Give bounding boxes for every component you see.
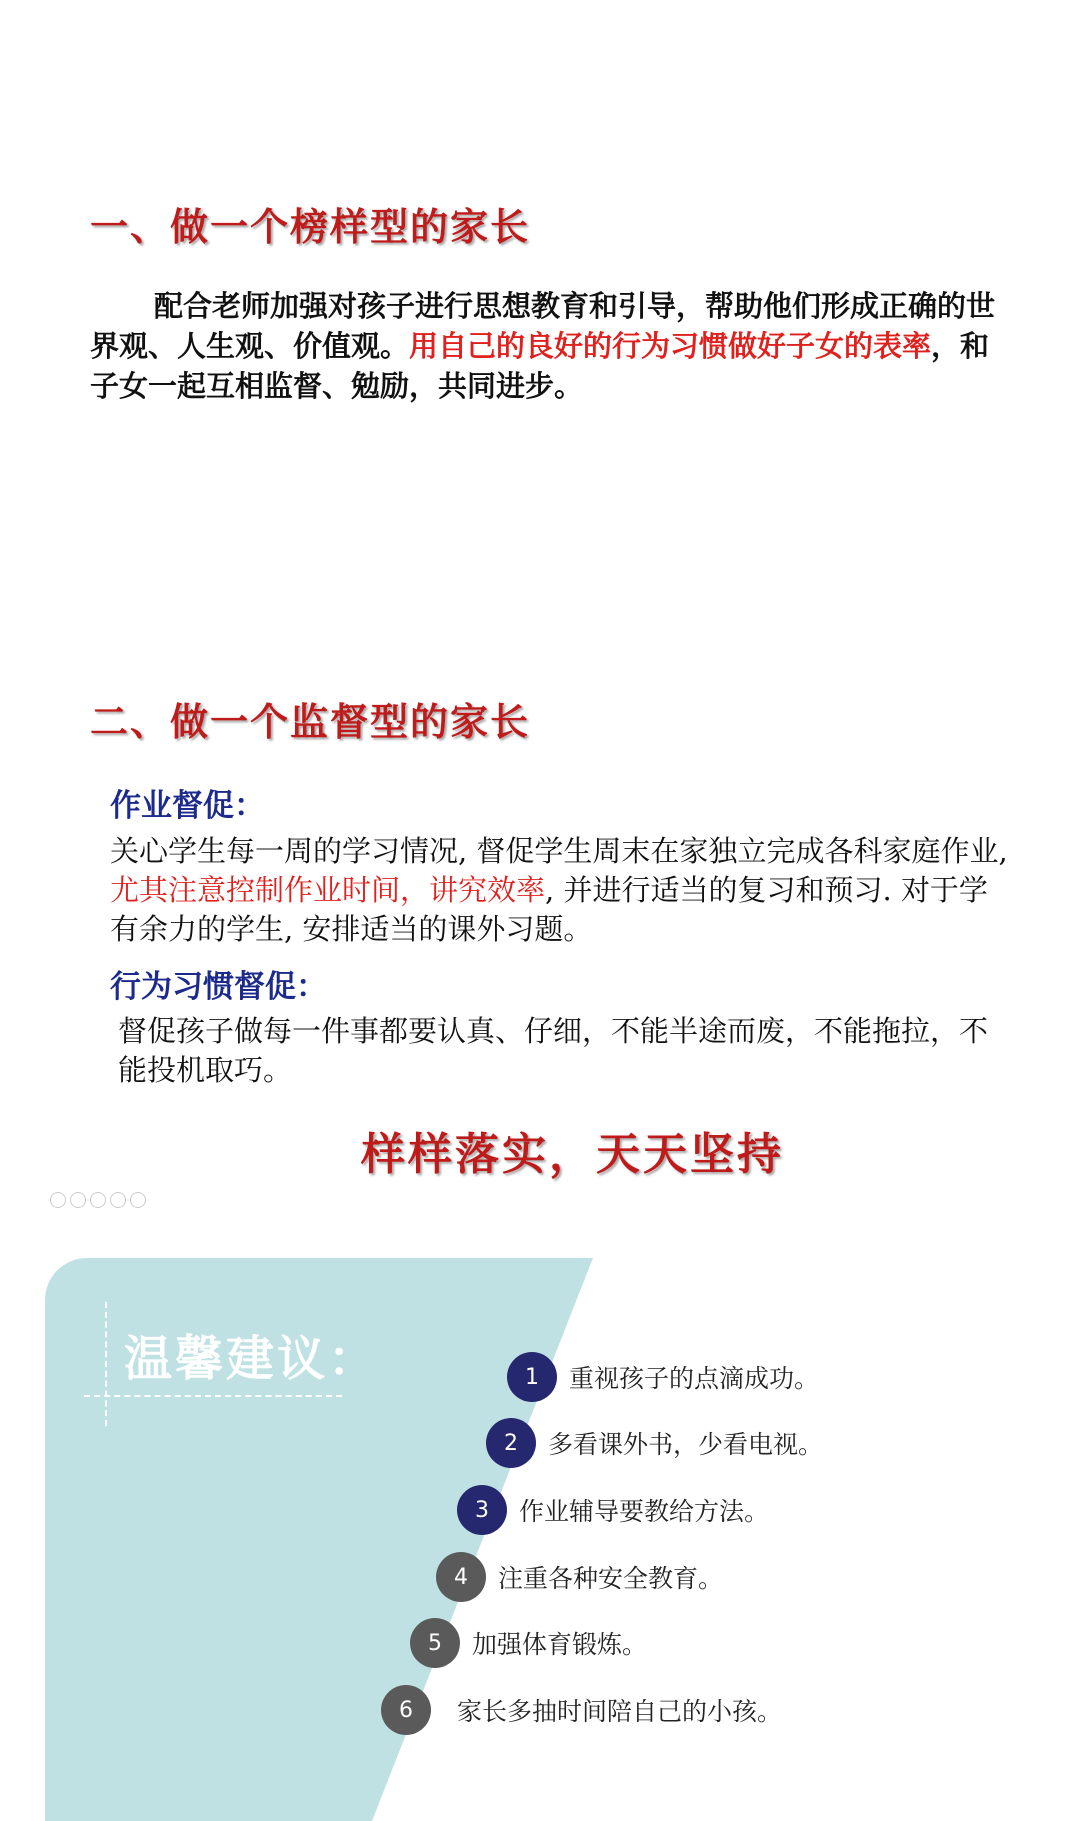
tip-text: 重视孩子的点滴成功。 (569, 1364, 820, 1393)
toolbar-icon (90, 1192, 106, 1208)
tip-text: 家长多抽时间陪自己的小孩。 (457, 1697, 783, 1726)
tip-item-4 (436, 1552, 723, 1602)
tip-text: 注重各种安全教育。 (498, 1564, 724, 1593)
homework-paragraph (110, 832, 1010, 949)
toolbar-icon (70, 1192, 86, 1208)
tip-text: 作业辅导要教给方法。 (519, 1497, 770, 1526)
faint-toolbar (50, 1192, 146, 1208)
tip-number-badge: 2 (486, 1418, 536, 1468)
habits-label: 行为习惯督促： (110, 969, 327, 1005)
tip-item-1 (507, 1352, 819, 1402)
tips-title: 温馨建议： (124, 1331, 380, 1387)
tip-text: 多看课外书，少看电视。 (548, 1430, 824, 1459)
tip-item-5 (410, 1618, 647, 1668)
tip-item-6 (381, 1685, 782, 1735)
tip-text: 加强体育锻炼。 (472, 1630, 648, 1659)
habits-paragraph: 督促孩子做每一件事都要认真、仔细，不能半途而废，不能拖拉，不能投机取巧。 (118, 1014, 989, 1087)
tip-item-3 (457, 1485, 769, 1535)
section1-paragraph (90, 286, 1010, 406)
tip-number-badge: 3 (457, 1485, 507, 1535)
slogan: 样样落实，天天坚持 (361, 1129, 784, 1180)
homework-text-highlight: 尤其注意控制作业时间，讲究效率 (110, 873, 546, 907)
section1-text-part2: ，和子女一起互相监督、勉励，共同进步。 (90, 329, 990, 403)
toolbar-icon (110, 1192, 126, 1208)
section2-heading: 二、做一个监督型的家长 (90, 699, 531, 744)
tip-number-badge: 1 (507, 1352, 557, 1402)
decorative-horizontal-line (84, 1395, 342, 1397)
section1-text-part1: 配合老师加强对孩子进行思想教育和引导，帮助他们形成正确的世界观、人生观、价值观。 (90, 289, 996, 363)
decorative-vertical-line (105, 1302, 107, 1426)
tip-item-2 (486, 1418, 823, 1468)
tip-number-badge: 4 (436, 1552, 486, 1602)
tip-number-badge: 5 (410, 1618, 460, 1668)
toolbar-icon (130, 1192, 146, 1208)
section1-heading: 一、做一个榜样型的家长 (90, 204, 531, 249)
section1-text-highlight: 用自己的良好的行为习惯做好子女的表率 (409, 329, 932, 363)
tip-number-badge: 6 (381, 1685, 431, 1735)
homework-text-part2: , 并进行适当的复习和预习. 对于学有余力的学生, 安排适当的课外习题。 (110, 873, 988, 946)
toolbar-icon (50, 1192, 66, 1208)
homework-text-part1: 关心学生每一周的学习情况, 督促学生周末在家独立完成各科家庭作业, (110, 834, 1008, 868)
homework-label: 作业督促： (110, 788, 265, 824)
